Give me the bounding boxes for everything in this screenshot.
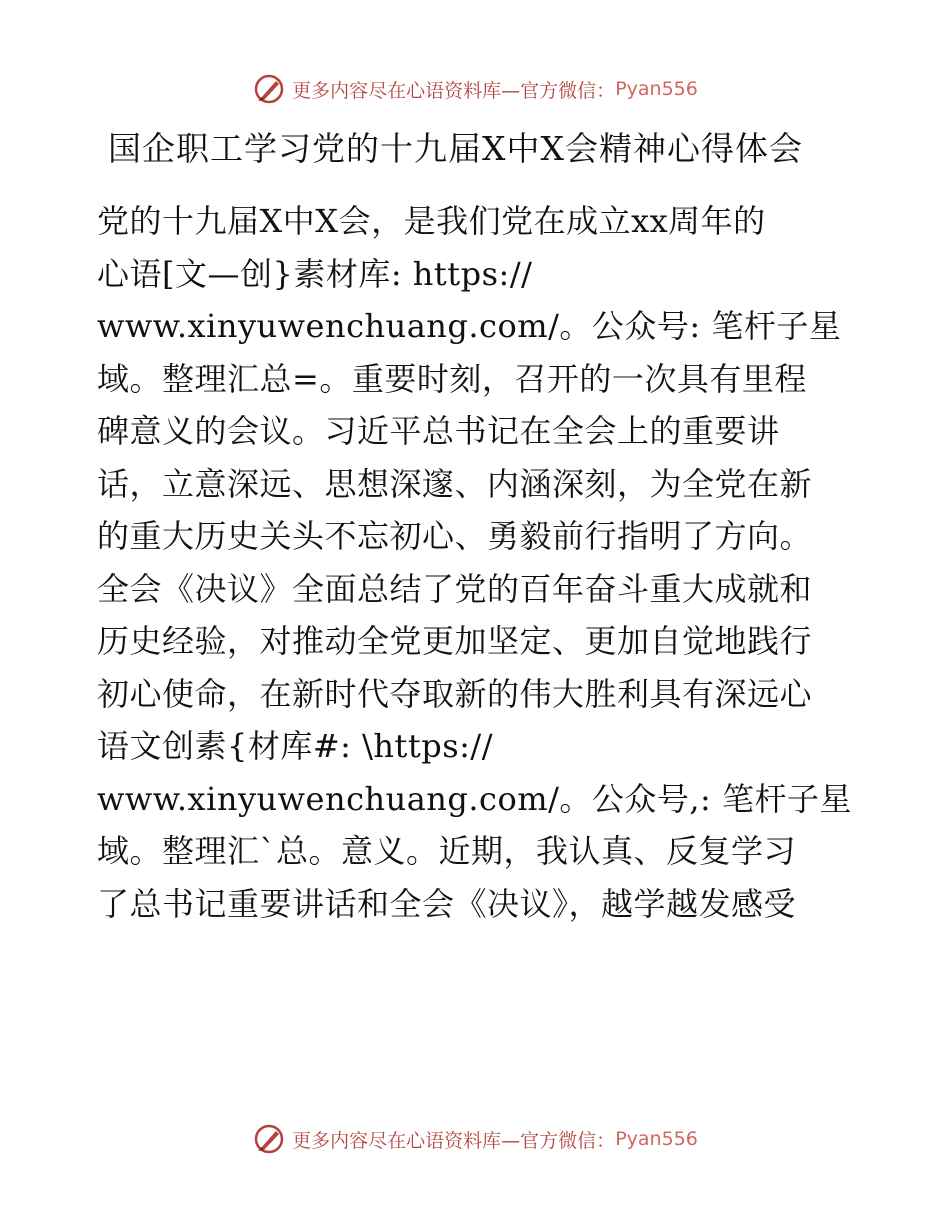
body-line: 心语[文—创}素材库: https:// — [97, 254, 533, 293]
body-line: 初心使命，在新时代夺取新的伟大胜利具有深远心 — [97, 674, 813, 713]
body-line: 的重大历史关头不忘初心、勇毅前行指明了方向。 — [97, 517, 813, 555]
footer-banner — [0, 1122, 950, 1156]
body-line: 全会《决议》全面总结了党的百年奋斗重大成就和 — [97, 569, 813, 608]
document-title: 国企职工学习党的十九届X中X会精神心得体会 — [108, 129, 803, 168]
banner-wechat-id: Pyan556 — [615, 1128, 698, 1150]
header-banner — [0, 72, 950, 106]
body-line: 语文创素{材库#: \https:// — [97, 727, 493, 765]
banner-wechat-label: 官方微信： — [520, 1129, 616, 1152]
banner-wechat-label: 官方微信： — [520, 79, 616, 102]
banner-text: 更多内容尽在心语资料库— — [292, 79, 521, 102]
pen-logo-icon — [252, 1122, 286, 1156]
body-line: www.xinyuwenchuang.com/。公众号: 笔杆子星 — [97, 307, 842, 345]
body-line: 域。整理汇总=。重要时刻，召开的一次具有里程 — [97, 359, 807, 398]
body-line: 话，立意深远、思想深邃、内涵深刻，为全党在新 — [97, 464, 813, 503]
document-body — [97, 195, 867, 930]
body-line: 碑意义的会议。习近平总书记在全会上的重要讲 — [97, 412, 780, 450]
banner-wechat-id: Pyan556 — [615, 78, 698, 100]
body-line: www.xinyuwenchuang.com/。公众号,: 笔杆子星 — [97, 779, 852, 818]
body-line: 历史经验，对推动全党更加坚定、更加自觉地践行 — [97, 622, 813, 660]
body-line: 党的十九届X中X会，是我们党在成立xx周年的 — [97, 202, 766, 240]
pen-logo-icon — [252, 72, 286, 106]
body-line: 了总书记重要讲话和全会《决议》，越学越发感受 — [97, 884, 797, 923]
banner-text: 更多内容尽在心语资料库— — [292, 1129, 521, 1152]
body-line: 域。整理汇`总。意义。近期，我认真、反复学习 — [97, 832, 797, 870]
